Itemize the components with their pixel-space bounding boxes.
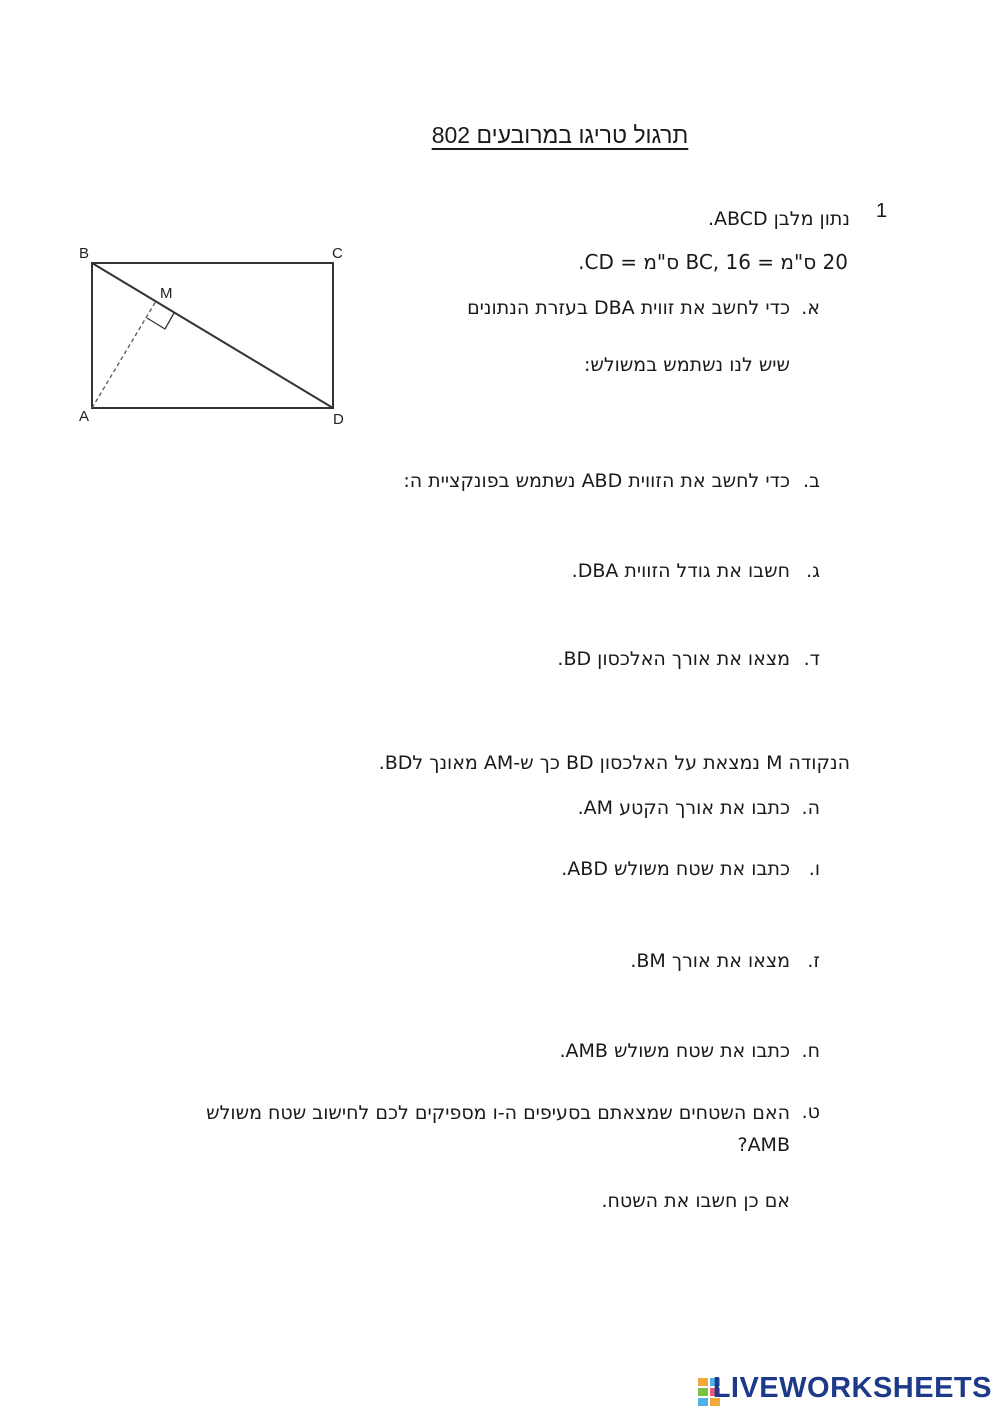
item-text: מצאו את אורך האלכסון BD. — [557, 648, 790, 670]
segment-am — [92, 301, 156, 408]
item-letter: ב. — [802, 470, 820, 492]
diagonal-bd — [92, 263, 333, 408]
item-text: האם השטחים שמצאתם בסעיפים ה-ו מספיקים לכם לחישוב שטח משולש AMB? — [206, 1102, 790, 1156]
given-lengths: 20 ס"מ = BC, 16 ס"מ = CD. — [578, 250, 848, 274]
item-letter: ח. — [801, 1040, 820, 1062]
item-letter: ו. — [808, 858, 820, 880]
footer-brand: LIVEWORKSHEETS — [712, 1372, 992, 1404]
item-letter: ז. — [807, 950, 820, 972]
item-text: חשבו את גודל הזווית DBA. — [571, 560, 790, 582]
point-m-statement: הנקודה M נמצאת על האלכסון BD כך ש-AM מאונך לBD. — [378, 752, 850, 774]
item-text: כתבו את שטח משולש ABD. — [561, 858, 790, 880]
label-c: C — [332, 245, 343, 262]
closing-instruction: אם כן חשבו את השטח. — [601, 1190, 790, 1212]
item-letter: ג. — [806, 560, 820, 582]
item-text: כתבו את שטח משולש AMB. — [559, 1040, 790, 1062]
label-b: B — [79, 245, 90, 262]
page-title: תרגול טריגו במרובעים 802 — [431, 122, 689, 148]
item-text: מצאו את אורך BM. — [630, 950, 790, 972]
given-rectangle: נתון מלבן ABCD. — [707, 208, 850, 230]
label-m: M — [160, 285, 173, 302]
item-text: כדי לחשב את הזווית ABD נשתמש בפונקציית ה: — [403, 470, 790, 492]
item-letter: ה. — [801, 797, 820, 819]
question-number: 1 — [876, 200, 888, 222]
label-d: D — [333, 411, 344, 428]
item-letter: ד. — [803, 648, 820, 670]
item-text: כדי לחשב את זווית DBA בעזרת הנתונים — [467, 297, 790, 319]
item-text-continued: שיש לנו נשתמש במשולש: — [584, 354, 790, 376]
label-a: A — [79, 408, 90, 425]
rectangle-diagram — [70, 238, 360, 433]
item-text: כתבו את אורך הקטע AM. — [577, 797, 790, 819]
item-letter: ט. — [801, 1101, 820, 1123]
item-letter: א. — [801, 297, 820, 319]
right-angle-mark — [147, 313, 174, 329]
